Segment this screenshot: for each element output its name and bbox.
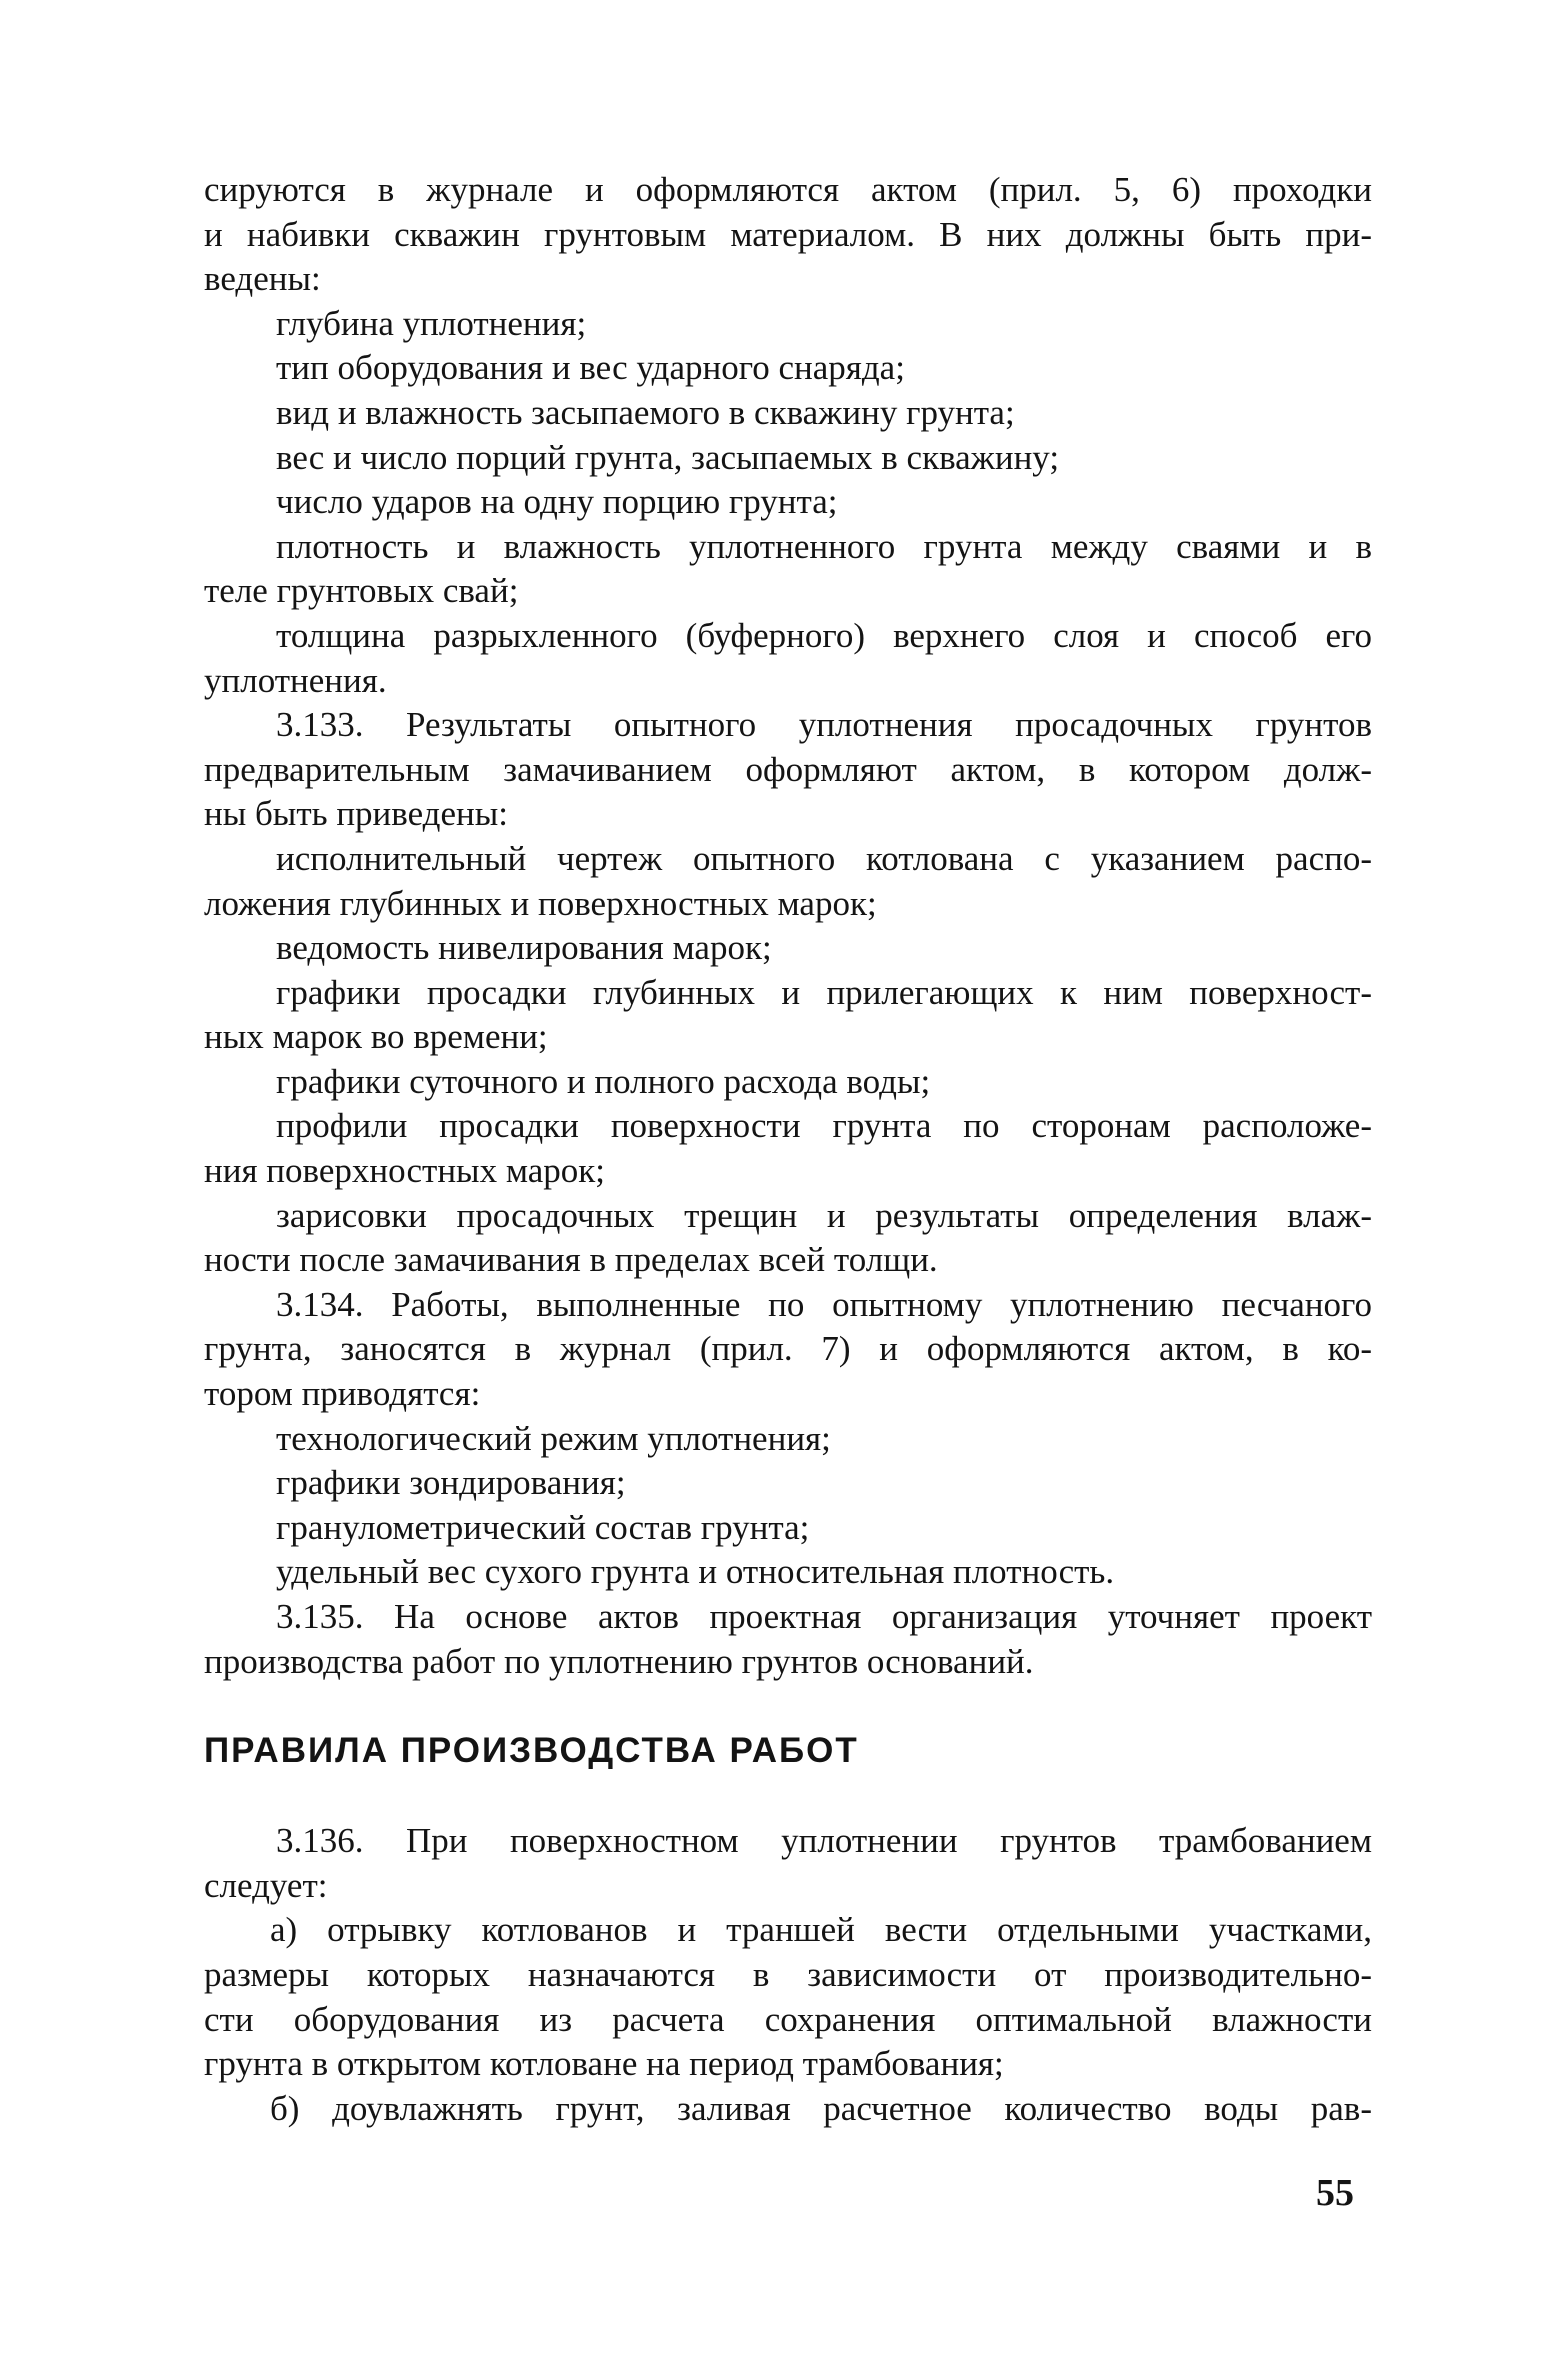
list-item: тип оборудования и вес ударного снаряда;: [276, 348, 905, 388]
section-heading: ПРАВИЛА ПРОИЗВОДСТВА РАБОТ: [204, 1731, 859, 1771]
text-line: производства работ по уплотнению грунтов оснований.: [204, 1641, 1034, 1681]
text-line: ных марок во времени;: [204, 1017, 548, 1057]
text-line: предварительным замачиванием оформляют актом, в котором долж-: [204, 749, 1372, 789]
list-item: вес и число порций грунта, засыпаемых в скважину;: [276, 437, 1060, 477]
list-item: зарисовки просадочных трещин и результаты определения влаж-: [276, 1195, 1372, 1235]
list-item: профили просадки поверхности грунта по сторонам расположе-: [276, 1106, 1372, 1146]
text-line: ложения глубинных и поверхностных марок;: [204, 883, 877, 923]
list-item: число ударов на одну порцию грунта;: [276, 482, 838, 522]
list-item: графики просадки глубинных и прилегающих к ним поверхност-: [276, 972, 1372, 1012]
text-line: следует:: [204, 1865, 328, 1905]
list-item: толщина разрыхленного (буферного) верхнего слоя и способ его: [276, 615, 1372, 655]
list-item: удельный вес сухого грунта и относительная плотность.: [276, 1552, 1115, 1592]
list-item: а) отрывку котлованов и траншей вести отдельными участками,: [270, 1910, 1372, 1950]
text-line: уплотнения.: [204, 660, 387, 700]
paragraph-3-135-start: 3.135. На основе актов проектная организация уточняет проект: [276, 1597, 1372, 1636]
text-line: и набивки скважин грунтовым материалом. В них должны быть при-: [204, 214, 1372, 254]
page-number: 55: [1316, 2172, 1354, 2214]
list-item: плотность и влажность уплотненного грунта между сваями и в: [276, 526, 1372, 566]
paragraph-3-133-start: 3.133. Результаты опытного уплотнения просадочных грунтов: [276, 705, 1372, 745]
text-line: грунта, заносятся в журнал (прил. 7) и оформляются актом, в ко-: [204, 1329, 1372, 1369]
list-item: графики зондирования;: [276, 1463, 626, 1503]
text-line: грунта в открытом котловане на период трамбования;: [204, 2044, 1004, 2084]
list-item: исполнительный чертеж опытного котлована с указанием распо-: [276, 838, 1372, 878]
list-item: ведомость нивелирования марок;: [276, 928, 772, 968]
text-line: ны быть приведены:: [204, 794, 508, 834]
text-line: сируются в журнале и оформляются актом (прил. 5, 6) проходки: [204, 170, 1372, 209]
text-line: сти оборудования из расчета сохранения оптимальной влажности: [204, 1999, 1372, 2039]
list-item: б) доувлажнять грунт, заливая расчетное количество воды рав-: [270, 2088, 1372, 2128]
text-line: теле грунтовых свай;: [204, 571, 519, 611]
list-item: графики суточного и полного расхода воды;: [276, 1061, 931, 1101]
list-item: технологический режим уплотнения;: [276, 1418, 831, 1458]
text-line: ности после замачивания в пределах всей толщи.: [204, 1240, 938, 1280]
text-line: ведены:: [204, 259, 321, 299]
paragraph-3-136-start: 3.136. При поверхностном уплотнении грунтов трамбованием: [276, 1821, 1372, 1861]
paragraph-3-134-start: 3.134. Работы, выполненные по опытному уплотнению песчаного: [276, 1284, 1372, 1324]
list-item: глубина уплотнения;: [276, 303, 587, 343]
text-line: размеры которых назначаются в зависимости от производительно-: [204, 1954, 1372, 1994]
list-item: гранулометрический состав грунта;: [276, 1507, 810, 1547]
document-page: [204, 168, 1372, 2131]
list-item: вид и влажность засыпаемого в скважину грунта;: [276, 392, 1015, 432]
text-line: ния поверхностных марок;: [204, 1151, 605, 1191]
text-line: тором приводятся:: [204, 1374, 481, 1414]
